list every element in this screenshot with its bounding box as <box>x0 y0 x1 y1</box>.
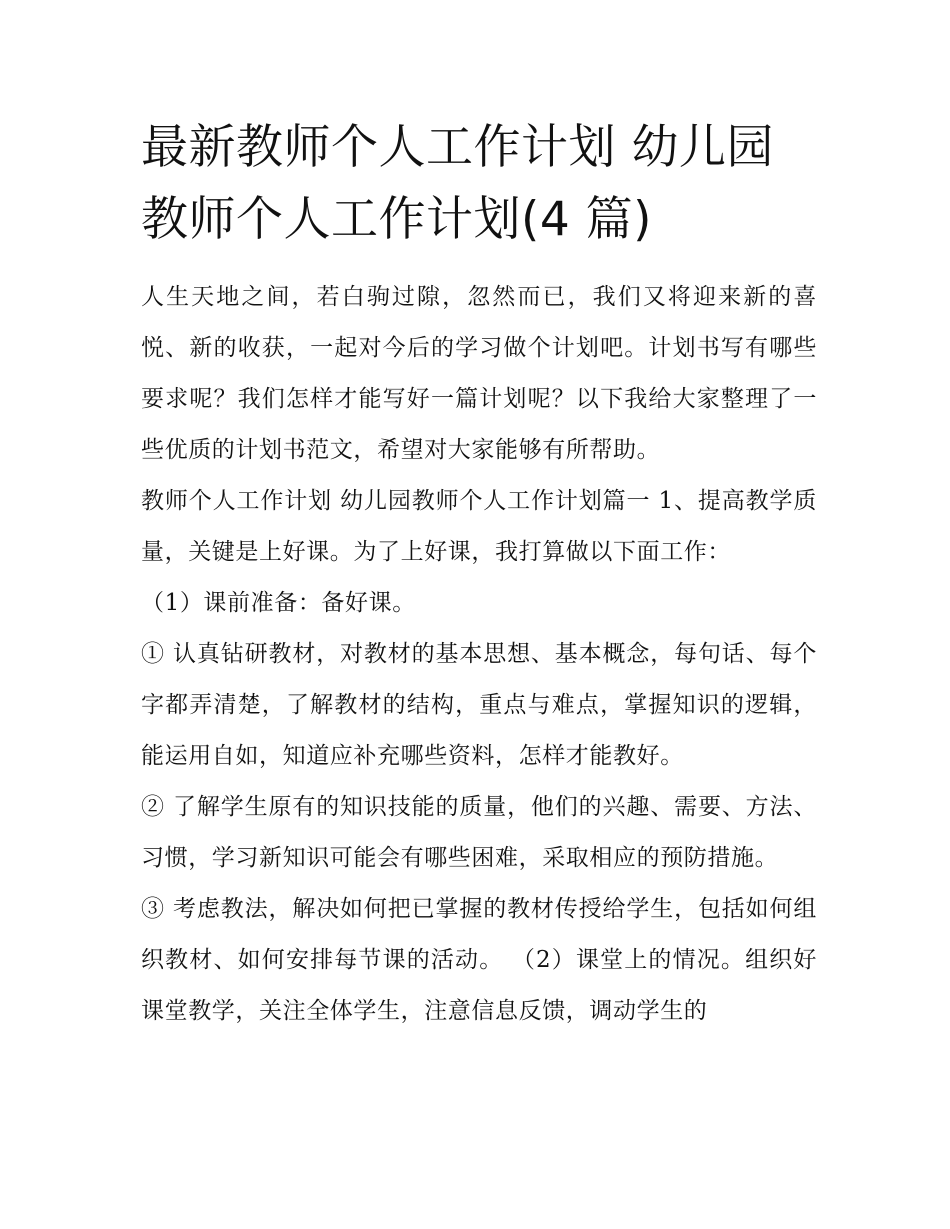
paragraph-item-3: ③ 考虑教法，解决如何把已掌握的教材传授给学生，包括如何组织教材、如何安排每节课的活动。 （2）课堂上的情况。组织好课堂教学，关注全体学生，注意信息反馈，调动学生的 <box>141 896 817 1024</box>
paragraph-lesson-prep: （1）课前准备：备好课。 <box>141 590 416 616</box>
document-body <box>141 112 817 1037</box>
paragraph-item-2: ② 了解学生原有的知识技能的质量，他们的兴趣、需要、方法、习惯，学习新知识可能会有哪些困难，采取相应的预防措施。 <box>141 794 817 871</box>
paragraph-intro: 人生天地之间，若白驹过隙，忽然而已，我们又将迎来新的喜悦、新的收获，一起对今后的学习做个计划吧。计划书写有哪些要求呢？我们怎样才能写好一篇计划呢？以下我给大家整理了一些优质的计划书范文，希望对大家能够有所帮助。 <box>141 284 817 463</box>
paragraph-section-one: 教师个人工作计划 幼儿园教师个人工作计划篇一 1、提高教学质量，关键是上好课。为了上好课，我打算做以下面工作： <box>141 488 817 565</box>
document-title: 最新教师个人工作计划 幼儿园教师个人工作计划(4 篇) <box>141 120 774 247</box>
paragraph-item-1: ① 认真钻研教材，对教材的基本思想、基本概念，每句话、每个字都弄清楚，了解教材的结构，重点与难点，掌握知识的逻辑，能运用自如，知道应补充哪些资料，怎样才能教好。 <box>141 641 817 769</box>
